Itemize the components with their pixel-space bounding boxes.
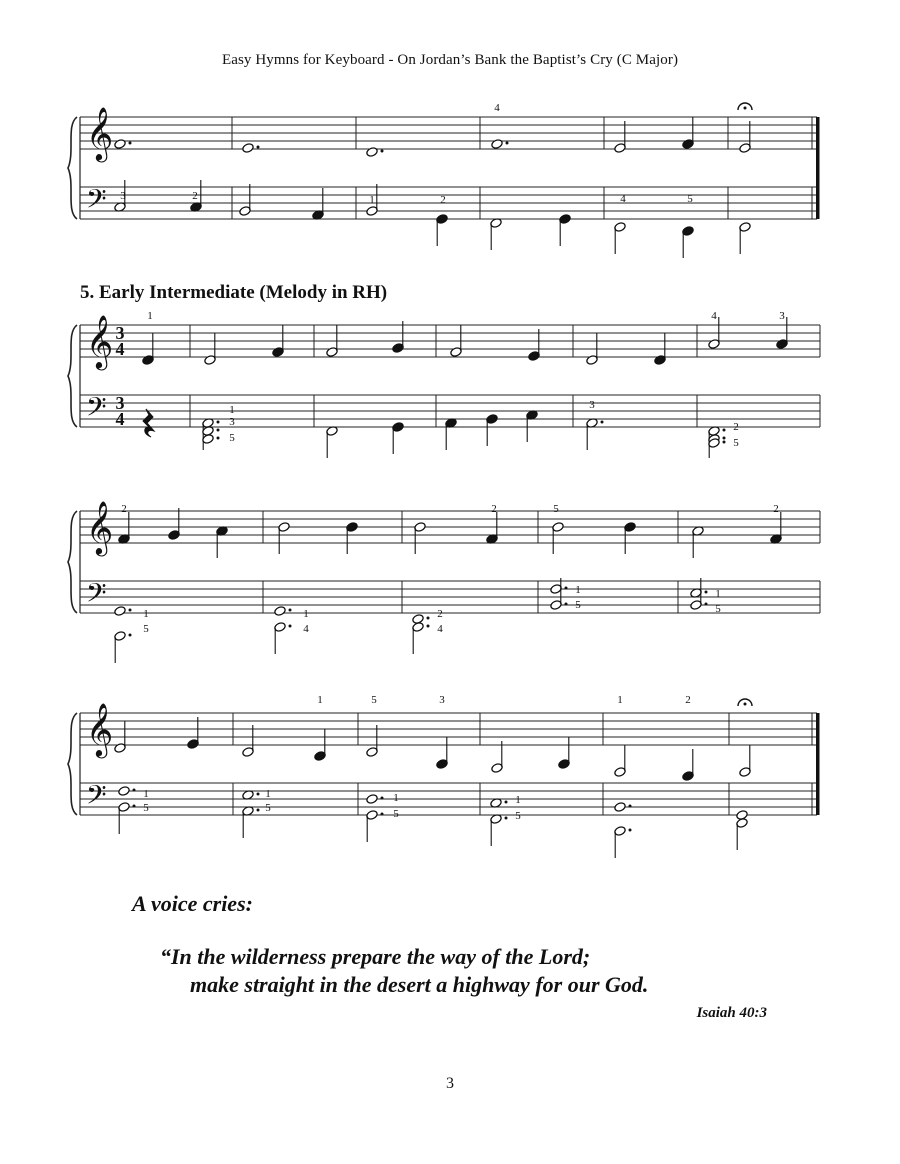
note [491, 139, 504, 150]
rh-fingering: 5 [553, 503, 559, 515]
lh-fingering: 5 [143, 802, 149, 814]
treble-clef: 𝄞 [86, 106, 114, 160]
system-3 [68, 511, 820, 613]
dot [257, 809, 260, 812]
dot [629, 829, 632, 832]
lh-fingering: 1 [515, 794, 521, 806]
dot [381, 150, 384, 153]
lh-fingering: 1 [303, 608, 309, 620]
dot [723, 429, 726, 432]
rh-fingering: 4 [494, 102, 500, 114]
time-signature-denominator: 4 [115, 339, 125, 359]
note [274, 606, 287, 617]
note [242, 143, 255, 154]
brace [68, 325, 77, 427]
dot [427, 617, 430, 620]
lh-fingering: 3 [589, 399, 595, 411]
rh-fingering: 5 [371, 694, 377, 706]
lh-fingering: 4 [620, 193, 626, 205]
lh-fingering: 2 [437, 608, 443, 620]
verse-citation: Isaiah 40:3 [696, 1005, 767, 1021]
lh-fingering: 5 [265, 802, 271, 814]
rh-fingering: 3 [779, 310, 785, 322]
lh-fingering: 1 [575, 584, 581, 596]
lh-fingering: 3 [229, 416, 235, 428]
time-signature-denominator: 4 [115, 409, 125, 429]
note [114, 139, 127, 150]
dot [565, 587, 568, 590]
lh-fingering: 5 [733, 437, 739, 449]
lh-fingering: 4 [303, 623, 309, 635]
lh-fingering: 5 [687, 193, 693, 205]
quarter-rest [143, 409, 154, 437]
lh-fingering: 2 [440, 194, 446, 206]
time-signature-numerator: 3 [115, 393, 125, 413]
bass-clef: 𝄢 [86, 577, 107, 615]
lh-fingering: 3 [120, 190, 126, 202]
rh-fingering: 2 [685, 694, 691, 706]
treble-clef: 𝄞 [86, 702, 114, 756]
dot [133, 789, 136, 792]
brace [68, 713, 77, 815]
page-number: 3 [446, 1075, 454, 1092]
rh-fingering: 4 [711, 310, 717, 322]
dot [133, 805, 136, 808]
bass-clef: 𝄢 [86, 391, 107, 429]
page-header: Easy Hymns for Keyboard - On Jordan’s Bank the Baptist’s Cry (C Major) [221, 52, 679, 68]
lh-fingering: 4 [437, 623, 443, 635]
dot [257, 146, 260, 149]
dot [217, 437, 220, 440]
lh-fingering: 1 [143, 608, 149, 620]
note [366, 147, 379, 158]
system-2 [68, 325, 820, 427]
dot [427, 625, 430, 628]
note [366, 794, 379, 805]
lh-fingering: 1 [229, 404, 235, 416]
lh-fingering: 5 [515, 810, 521, 822]
dot [601, 421, 604, 424]
rh-fingering: 2 [491, 503, 497, 515]
dot [723, 437, 726, 440]
rh-fingering: 3 [439, 694, 445, 706]
lh-fingering: 5 [229, 432, 235, 444]
rh-fingering: 1 [317, 694, 323, 706]
dot [217, 421, 220, 424]
final-barline [816, 713, 820, 815]
dot [217, 429, 220, 432]
fermata-dot [744, 703, 747, 706]
lh-fingering: 5 [143, 623, 149, 635]
dot [289, 609, 292, 612]
lh-fingering: 1 [369, 194, 375, 206]
verse-intro: A voice cries: [132, 891, 253, 916]
rh-fingering: 1 [147, 310, 153, 322]
bass-clef: 𝄢 [86, 183, 107, 221]
dot [629, 805, 632, 808]
lh-fingering: 1 [265, 788, 271, 800]
section-title: 5. Early Intermediate (Melody in RH) [80, 282, 388, 303]
lh-fingering: 1 [715, 588, 721, 600]
rh-fingering: 2 [773, 503, 779, 515]
dot [705, 591, 708, 594]
note [114, 606, 127, 617]
lh-fingering: 5 [393, 808, 399, 820]
dot [705, 603, 708, 606]
lh-fingering: 5 [575, 599, 581, 611]
note [614, 802, 627, 813]
verse-line-1: “In the wilderness prepare the way of the Lord; [160, 944, 591, 969]
final-barline [816, 117, 820, 219]
lh-fingering: 1 [393, 792, 399, 804]
fermata-dot [744, 107, 747, 110]
dot [381, 797, 384, 800]
dot [289, 625, 292, 628]
dot [129, 634, 132, 637]
dot [723, 441, 726, 444]
dot [506, 142, 509, 145]
dot [505, 801, 508, 804]
verse-line-2: make straight in the desert a highway for our God. [190, 972, 649, 997]
lh-fingering: 2 [192, 190, 198, 202]
dot [129, 142, 132, 145]
lh-fingering: 1 [143, 788, 149, 800]
lh-fingering: 5 [715, 603, 721, 615]
bass-clef: 𝄢 [86, 779, 107, 817]
dot [565, 603, 568, 606]
brace [68, 117, 77, 219]
treble-clef: 𝄞 [86, 314, 114, 368]
dot [257, 793, 260, 796]
brace [68, 511, 77, 613]
rh-fingering: 2 [121, 503, 127, 515]
dot [505, 817, 508, 820]
dot [381, 813, 384, 816]
time-signature-numerator: 3 [115, 323, 125, 343]
lh-fingering: 2 [733, 421, 739, 433]
treble-clef: 𝄞 [86, 500, 114, 554]
note [118, 786, 131, 797]
rh-fingering: 1 [617, 694, 623, 706]
dot [129, 609, 132, 612]
